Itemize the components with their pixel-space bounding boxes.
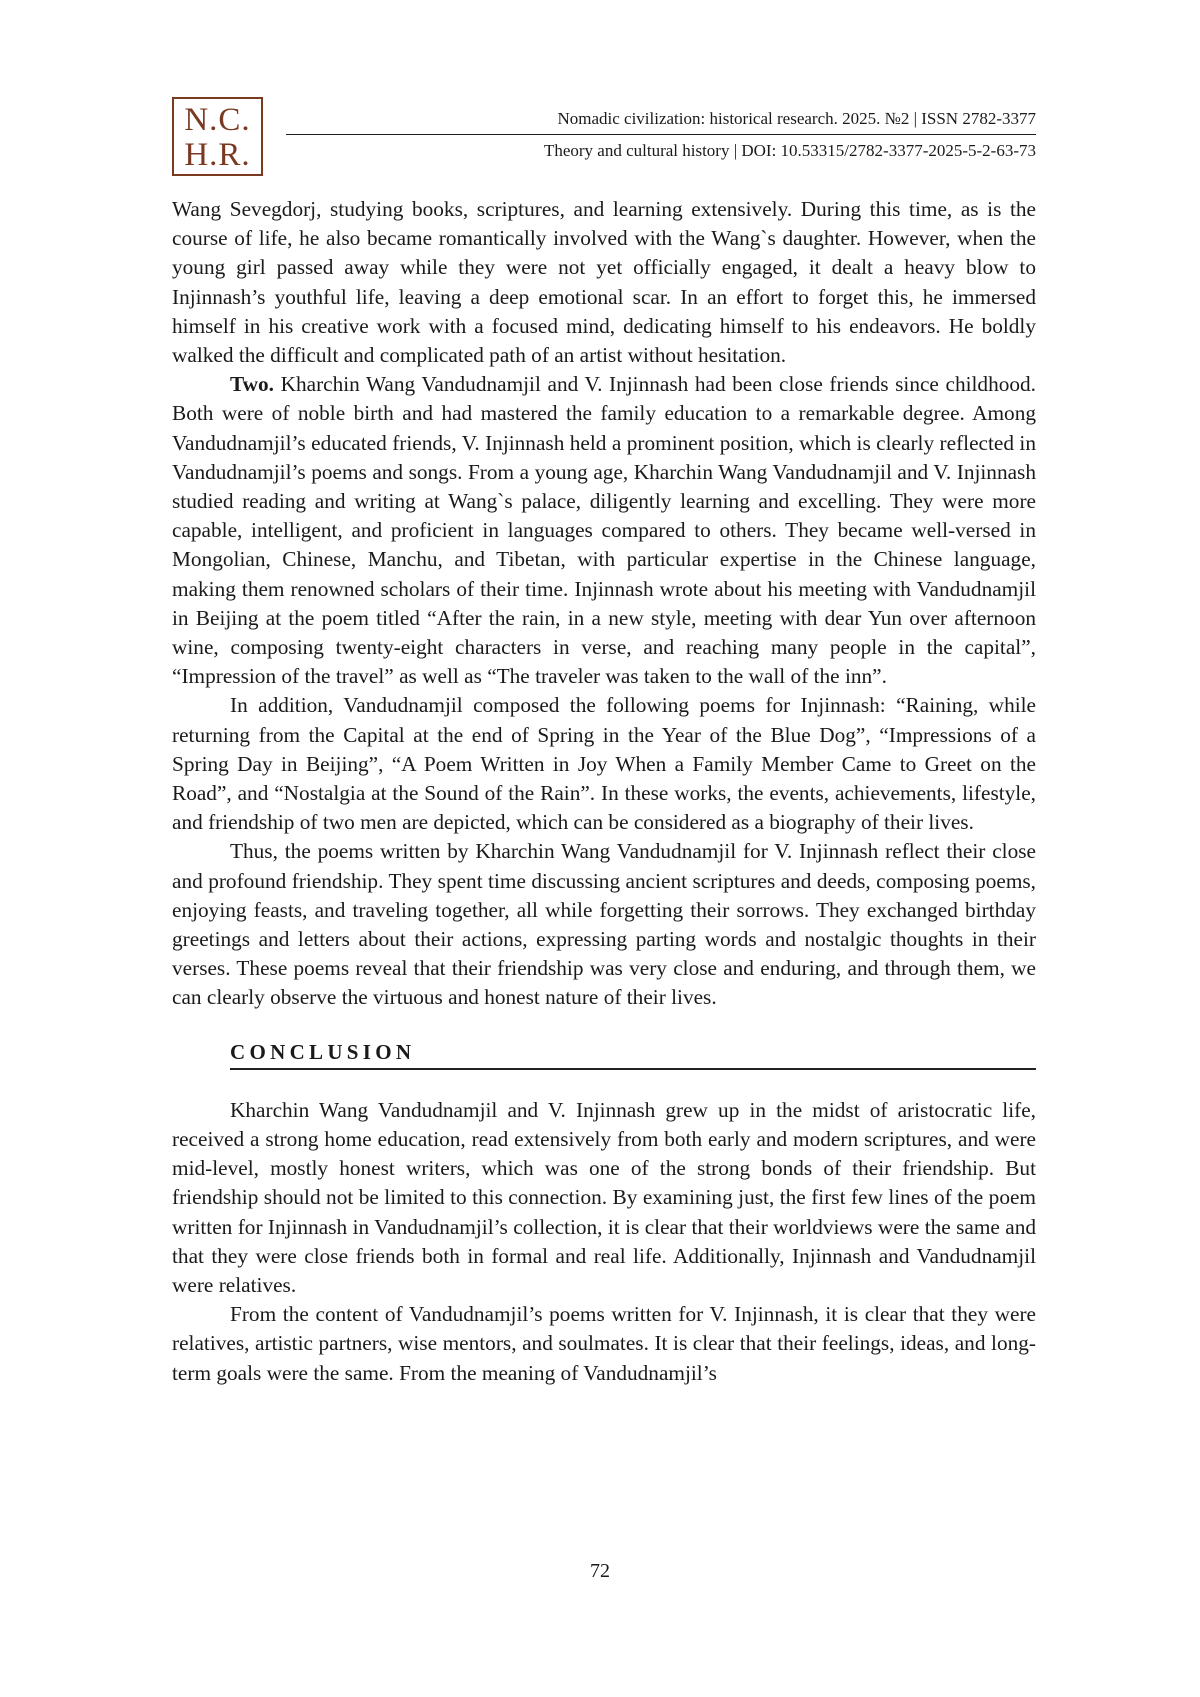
paragraph-4: Thus, the poems written by Kharchin Wang Vandudnamjil for V. Injinnash reflect their close and profound friendship. They spent time discussing ancient scriptures and deeds, composing poems, enjoying feasts, and traveling together, all while forgetting their sorrows. They exchanged birthday greetings and letters about their actions, expressing parting words and nostalgic thoughts in their verses. These poems reveal that their friendship was very close and enduring, and through them, we can clearly observe the virtuous and honest nature of their lives. bbox=[172, 839, 1036, 1010]
paragraph-2 bbox=[172, 370, 1036, 691]
logo-line-1: N.C. bbox=[184, 102, 251, 138]
logo-line-2: H.R. bbox=[184, 137, 251, 173]
paragraph-6: From the content of Vandudnamjil’s poems written for V. Injinnash, it is clear that they were relatives, artistic partners, wise mentors, and soulmates. It is clear that their feelings, ideas, and long-term goals were the same. From the meaning of Vandudnamjil’s bbox=[172, 1302, 1036, 1385]
page-number: 72 bbox=[590, 1560, 610, 1582]
journal-info: Nomadic civilization: historical research. 2025. №2 | ISSN 2782-3377 bbox=[557, 109, 1036, 128]
conclusion-heading: CONCLUSION bbox=[230, 1038, 1036, 1070]
section-info: Theory and cultural history | DOI: 10.53315/2782-3377-2025-5-2-63-73 bbox=[543, 141, 1036, 160]
paragraph-2-lead: Two. bbox=[230, 372, 274, 397]
paragraph-5: Kharchin Wang Vandudnamjil and V. Injinnash grew up in the midst of aristocratic life, received a strong home education, read extensively from both early and modern scriptures, and were mid-level, mostly honest writers, which was one of the strong bonds of their friendship. But friendship should not be limited to this connection. By examining just, the first few lines of the poem written for Injinnash in Vandudnamjil’s collection, it is clear that their worldviews were the same and that they were close friends both in formal and real life. Additionally, Injinnash and Vandudnamjil were relatives. bbox=[172, 1097, 1036, 1297]
journal-logo bbox=[172, 97, 263, 176]
header-rule bbox=[286, 134, 1036, 135]
paragraph-1: Wang Sevegdorj, studying books, scriptures, and learning extensively. During this time, as is the course of life, he also became romantically involved with the Wang`s daughter. However, when the young girl passed away while they were not yet officially engaged, it dealt a heavy blow to Injinnash’s youthful life, leaving a deep emotional scar. In an effort to forget this, he immersed himself in his creative work with a focused mind, dedicating himself to his endeavors. He boldly walked the difficult and complicated path of an artist without hesitation. bbox=[172, 197, 1036, 368]
article-body bbox=[172, 195, 1036, 1388]
paragraph-2-text: Kharchin Wang Vandudnamjil and V. Injinnash had been close friends since childhood. Both were of noble birth and had mastered the family education to a remarkable degree. Among Vandudnamjil’s educated friends, V. Injinnash held a prominent position, which is clearly reflected in Vandudnamjil’s poems and songs. From a young age, Kharchin Wang Vandudnamjil and V. Injinnash studied reading and writing at Wang`s palace, diligently learning and excelling. They were more capable, intelligent, and proficient in languages compared to others. They became well-versed in Mongolian, Chinese, Manchu, and Tibetan, with particular expertise in the Chinese language, making them renowned scholars of their time. Injinnash wrote about his meeting with Vandudnamjil in Beijing at the poem titled “After the rain, in a new style, meeting with dear Yun over afternoon wine, composing twenty-eight characters in verse, and reaching many people in the capital”, “Impression of the travel” as well as “The traveler was taken to the wall of the inn”. bbox=[172, 372, 1036, 689]
paragraph-3: In addition, Vandudnamjil composed the following poems for Injinnash: “Raining, while returning from the Capital at the end of Spring in the Year of the Blue Dog”, “Impressions of a Spring Day in Beijing”, “A Poem Written in Joy When a Family Member Came to Greet on the Road”, and “Nostalgia at the Sound of the Rain”. In these works, the events, achievements, lifestyle, and friendship of two men are depicted, which can be considered as a biography of their lives. bbox=[172, 693, 1036, 835]
running-header bbox=[286, 108, 1036, 162]
